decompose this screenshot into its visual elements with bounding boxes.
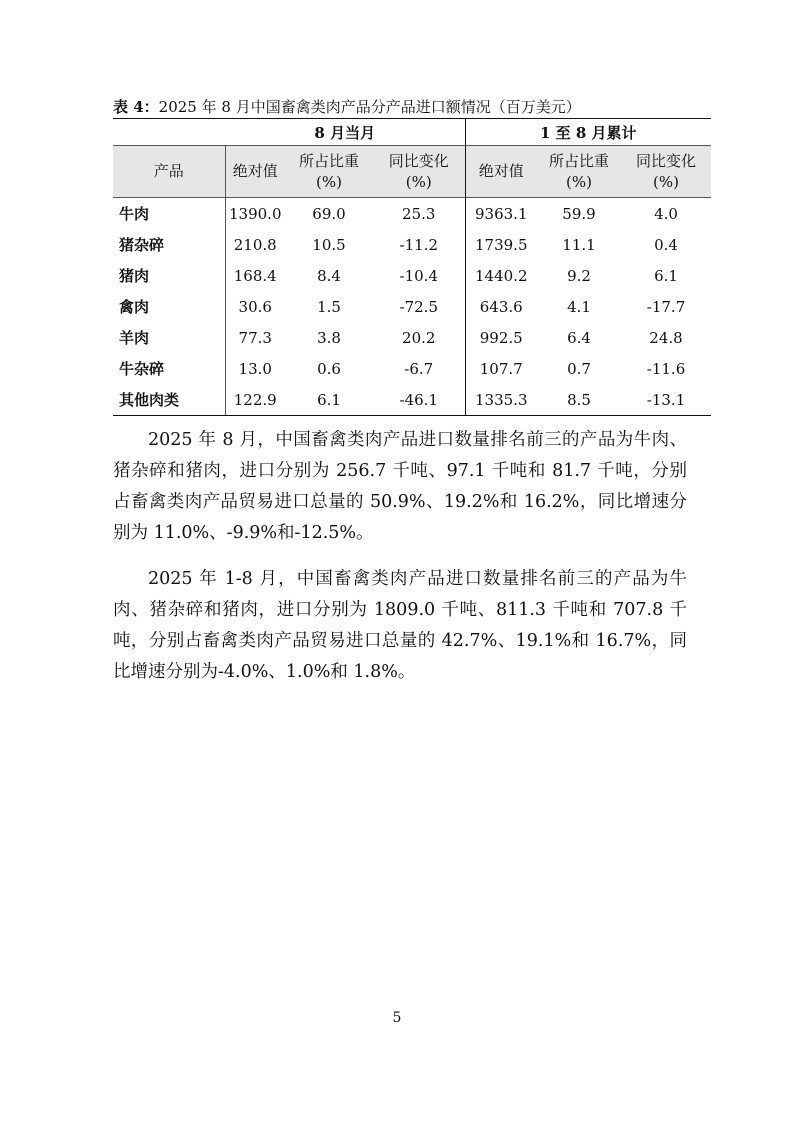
cell-abs-cum: 1335.3 <box>465 384 537 416</box>
cell-abs-aug: 77.3 <box>225 322 285 353</box>
cell-yoy-aug: -10.4 <box>399 266 438 285</box>
column-header-yoy-aug: 同比变化 (%) <box>373 146 465 198</box>
cell-abs-aug: 13.0 <box>225 353 285 384</box>
column-header-abs-cum: 绝对值 <box>465 146 537 198</box>
cell-abs-cum: 643.6 <box>465 291 537 322</box>
cell-product: 禽肉 <box>119 298 150 316</box>
cell-share-cum: 0.7 <box>567 359 591 378</box>
cell-abs-aug: 30.6 <box>225 291 285 322</box>
cell-share-aug: 6.1 <box>285 384 373 416</box>
caption-text: 2025 年 8 月中国畜禽类肉产品分产品进口额情况（百万美元） <box>158 98 581 116</box>
cell-share-cum: 6.4 <box>567 328 591 347</box>
cell-yoy-aug: -6.7 <box>404 359 434 378</box>
cell-share-aug: 0.6 <box>317 359 341 378</box>
cell-share-cum: 4.1 <box>567 297 591 316</box>
import-value-table <box>113 118 711 416</box>
table-row <box>113 198 711 230</box>
cell-yoy-cum: 6.1 <box>654 266 678 285</box>
column-header-yoy-cum: 同比变化 (%) <box>621 146 711 198</box>
column-header-share-cum: 所占比重 (%) <box>537 146 621 198</box>
cell-product: 猪肉 <box>119 267 150 285</box>
cell-yoy-aug: -46.1 <box>373 384 465 416</box>
cell-abs-aug: 1390.0 <box>225 198 285 230</box>
table-row <box>113 229 711 260</box>
column-header-abs-aug: 绝对值 <box>225 146 285 198</box>
table-row <box>113 291 711 322</box>
cell-share-aug: 1.5 <box>317 297 341 316</box>
cell-abs-cum: 9363.1 <box>465 198 537 230</box>
table-row <box>113 353 711 384</box>
cell-share-aug: 3.8 <box>317 328 341 347</box>
cell-yoy-aug: -11.2 <box>399 235 438 254</box>
cell-share-cum: 8.5 <box>537 384 621 416</box>
cell-yoy-cum: -13.1 <box>621 384 711 416</box>
cell-abs-cum: 1739.5 <box>465 229 537 260</box>
page-number: 5 <box>392 1010 402 1026</box>
cell-yoy-aug: 20.2 <box>402 328 436 347</box>
cell-share-cum: 9.2 <box>567 266 591 285</box>
cell-product: 羊肉 <box>119 329 150 347</box>
column-header-share-aug: 所占比重 (%) <box>285 146 373 198</box>
cell-product: 猪杂碎 <box>119 236 165 254</box>
paragraph-august: 2025 年 8 月，中国畜禽类肉产品进口数量排名前三的产品为牛肉、猪杂碎和猪肉，进口分别为 256.7 千吨、97.1 千吨和 81.7 千吨，分别占畜禽类肉产品贸易进口总量的 50.9%、19.2%和 16.2%，同比增速分别为 11.0%、-9.9%和-12.5%。 <box>113 430 687 543</box>
cell-share-aug: 10.5 <box>312 235 346 254</box>
column-header-row <box>113 146 711 198</box>
table-row <box>113 260 711 291</box>
group-header-blank <box>113 119 225 146</box>
cell-abs-aug: 122.9 <box>225 384 285 416</box>
cell-yoy-aug: 25.3 <box>402 204 436 223</box>
cell-product: 牛杂碎 <box>119 360 165 378</box>
group-header-row <box>113 119 711 146</box>
group-header-cumulative: 1 至 8 月累计 <box>465 119 711 146</box>
cell-abs-aug: 168.4 <box>225 260 285 291</box>
table-row <box>113 322 711 353</box>
cell-share-cum: 59.9 <box>562 204 596 223</box>
cell-share-aug: 8.4 <box>317 266 341 285</box>
group-header-august: 8 月当月 <box>225 119 465 146</box>
table-row <box>113 384 711 416</box>
caption-label: 表 4： <box>113 98 159 116</box>
cell-product: 其他肉类 <box>113 384 225 416</box>
cell-share-aug: 69.0 <box>312 204 346 223</box>
paragraph-jan-aug: 2025 年 1-8 月，中国畜禽类肉产品进口数量排名前三的产品为牛肉、猪杂碎和猪肉，进口分别为 1809.0 千吨、811.3 千吨和 707.8 千吨，分别占畜禽类肉产品贸易进口总量的 42.7%、19.1%和 16.7%，同比增速分别为-4.0%、1.0%和 1.8%。 <box>113 569 687 682</box>
cell-yoy-cum: 24.8 <box>649 328 683 347</box>
cell-abs-cum: 107.7 <box>465 353 537 384</box>
table-caption <box>113 97 713 117</box>
cell-yoy-cum: -17.7 <box>646 297 686 316</box>
cell-abs-cum: 1440.2 <box>465 260 537 291</box>
cell-abs-aug: 210.8 <box>225 229 285 260</box>
cell-abs-cum: 992.5 <box>465 322 537 353</box>
cell-yoy-aug: -72.5 <box>399 297 438 316</box>
column-header-product: 产品 <box>113 146 225 198</box>
cell-yoy-cum: 0.4 <box>654 235 678 254</box>
cell-yoy-cum: -11.6 <box>646 359 686 378</box>
cell-share-cum: 11.1 <box>562 235 596 254</box>
cell-product: 牛肉 <box>119 205 150 223</box>
cell-yoy-cum: 4.0 <box>654 204 678 223</box>
